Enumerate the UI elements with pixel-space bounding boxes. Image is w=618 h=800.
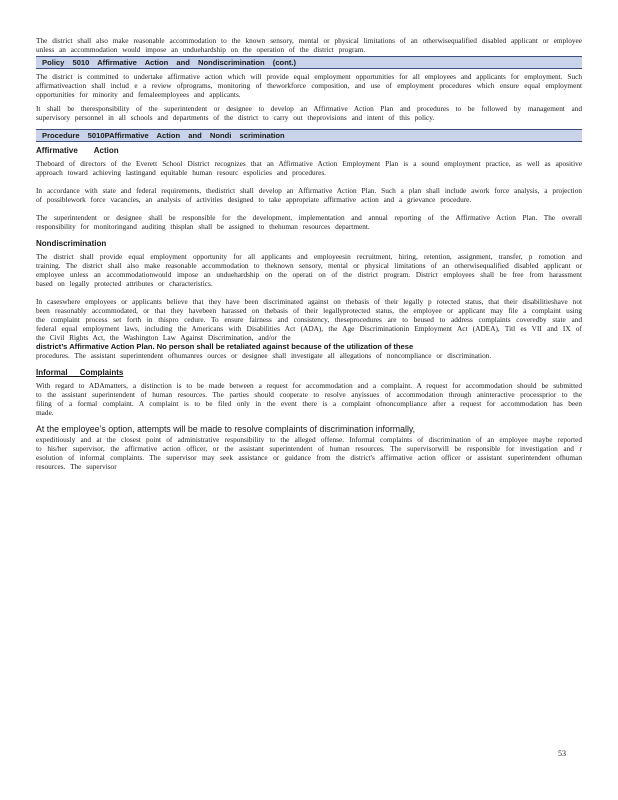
- policy-section-bar: Policy 5010 Affirmative Action and Nondiscrimination (cont.): [36, 56, 582, 69]
- heading-nondiscrimination: Nondiscrimination: [36, 239, 107, 248]
- document-body: [36, 36, 582, 471]
- paragraph-superintendent-responsibility: It shall be theresponsibility of the superintendent or designee to develop an Affirmative Action Plan and procedures to be followed by management and supervisory personnel in all schools and departments of the district to carry out theprovisions and intent of this policy.: [36, 104, 582, 122]
- paragraph-reasonable-accommodation: The district shall also make reasonable accommodation to the known sensory, mental or physical limitations of an otherwisequalified disabled applicant or employee unless an accommodation would impose an unduehardship on the operation of the district program.: [36, 36, 582, 54]
- retaliation-statement: district’s Affirmative Action Plan. No person shall be retaliated against because of the utilization of these: [36, 342, 414, 351]
- heading-affirmative-action: Affirmative Action: [36, 146, 119, 155]
- page-number: 53: [558, 749, 566, 758]
- paragraph-investigation: procedures. The assistant superintendent ofhumanres ources or designee shall investigate all allegations of noncompliance or discrimination.: [36, 351, 492, 360]
- paragraph-complaint-process: In caseswhere employees or applicants believe that they have been discriminated against on thebasis of their legally p rotected status, that their disabilitieshave not been reasonably accommodated, or that they havebeen harassed on thebasis of their legallyprotected status, the employee or applicant may file a complaint using the complaint process set forth in thispro cedure. To ensure fairness and consistency, theseprocedures are to beused to address complaints coveredby state and federal equal employment laws, including the Americans with Disabilities Act (ADA), the Age Discriminationin Employment Act (ADEA), Titl es VII and IX of the Civil Rights Act, the Washington Law Against Discrimination, and/or the: [36, 297, 582, 342]
- paragraph-plan-reporting: The superintendent or designee shall be responsible for the development, implementation and annual reporting of the Affirmative Action Plan. The overall responsibility for monitoringand auditing thisplan shall be assigned to thehuman resources department.: [36, 213, 582, 231]
- employee-option-statement: At the employee’s option, attempts will be made to resolve complaints of discrimination informally,: [36, 424, 416, 434]
- paragraph-equal-opportunity: The district shall provide equal employment opportunity for all applicants and employeesin recruitment, hiring, retention, assignment, transfer, p romotion and training. The district shall also make reasonable accommodation to theknown sensory, mental or physical limitations of an otherwisequalified disabled applicant or employee unless an accommodationwould impose an unduehardship on the operati on of the district program. District employees shall be free from harassment based on legally protected attributes or characteristics.: [36, 252, 582, 288]
- paragraph-district-committed: The district is committed to undertake affirmative action which will provide equal employment opportunities for all employees and applicants for employment. Such affirmativeaction shall includ e a review ofprograms, monitoring of theworkforce composition, and use of employment procedures which ensure equal employment opportunities for minority and femaleemployees and applicants.: [36, 72, 582, 99]
- procedure-section-bar: Procedure 5010PAffirmative Action and Nondi scrimination: [36, 129, 582, 142]
- paragraph-board-of-directors: Theboard of directors of the Everett School District recognizes that an Affirmative Action Employment Plan is a sound employment practice, as well as apositive approach toward achieving lastingand equitable human resourc espolicies and procedures.: [36, 159, 582, 177]
- heading-informal-complaints: Informal Complaints: [36, 368, 124, 377]
- paragraph-state-federal-requirements: In accordance with state and federal requirements, thedistrict shall develop an Affirmative Action Plan. Such a plan shall include awork force analysis, a projection of possiblework force vacancies, an analysis of activities designed to take appropriate affirmative action and a grievance procedure.: [36, 186, 582, 204]
- paragraph-ada-matters: With regard to ADAmatters, a distinction is to be made between a request for accommodation and a complaint. A request for accommodation should be submitted to the assistant superintendent of human resources. The parties should cooperate to resolve anyissues of accommodation through aninteractive processprior to the filing of a formal complaint. A complaint is to be filed only in the event there is a complaint ofnoncompliance after a request for accommodation has been made.: [36, 381, 582, 417]
- paragraph-informal-resolution: expeditiously and at the closest point of administrative responsibility to the alleged offense. Informal complaints of discrimination of an employee maybe reported to his/her supervisor, the affirmative action officer, or the assistant superintendent of human resources. The supervisorwill be responsible for investigation and r esolution of informal complaints. The supervisor may seek assistance or guidance from the district's affirmative action officer or assistant superintendent ofhuman resources. The supervisor: [36, 435, 582, 471]
